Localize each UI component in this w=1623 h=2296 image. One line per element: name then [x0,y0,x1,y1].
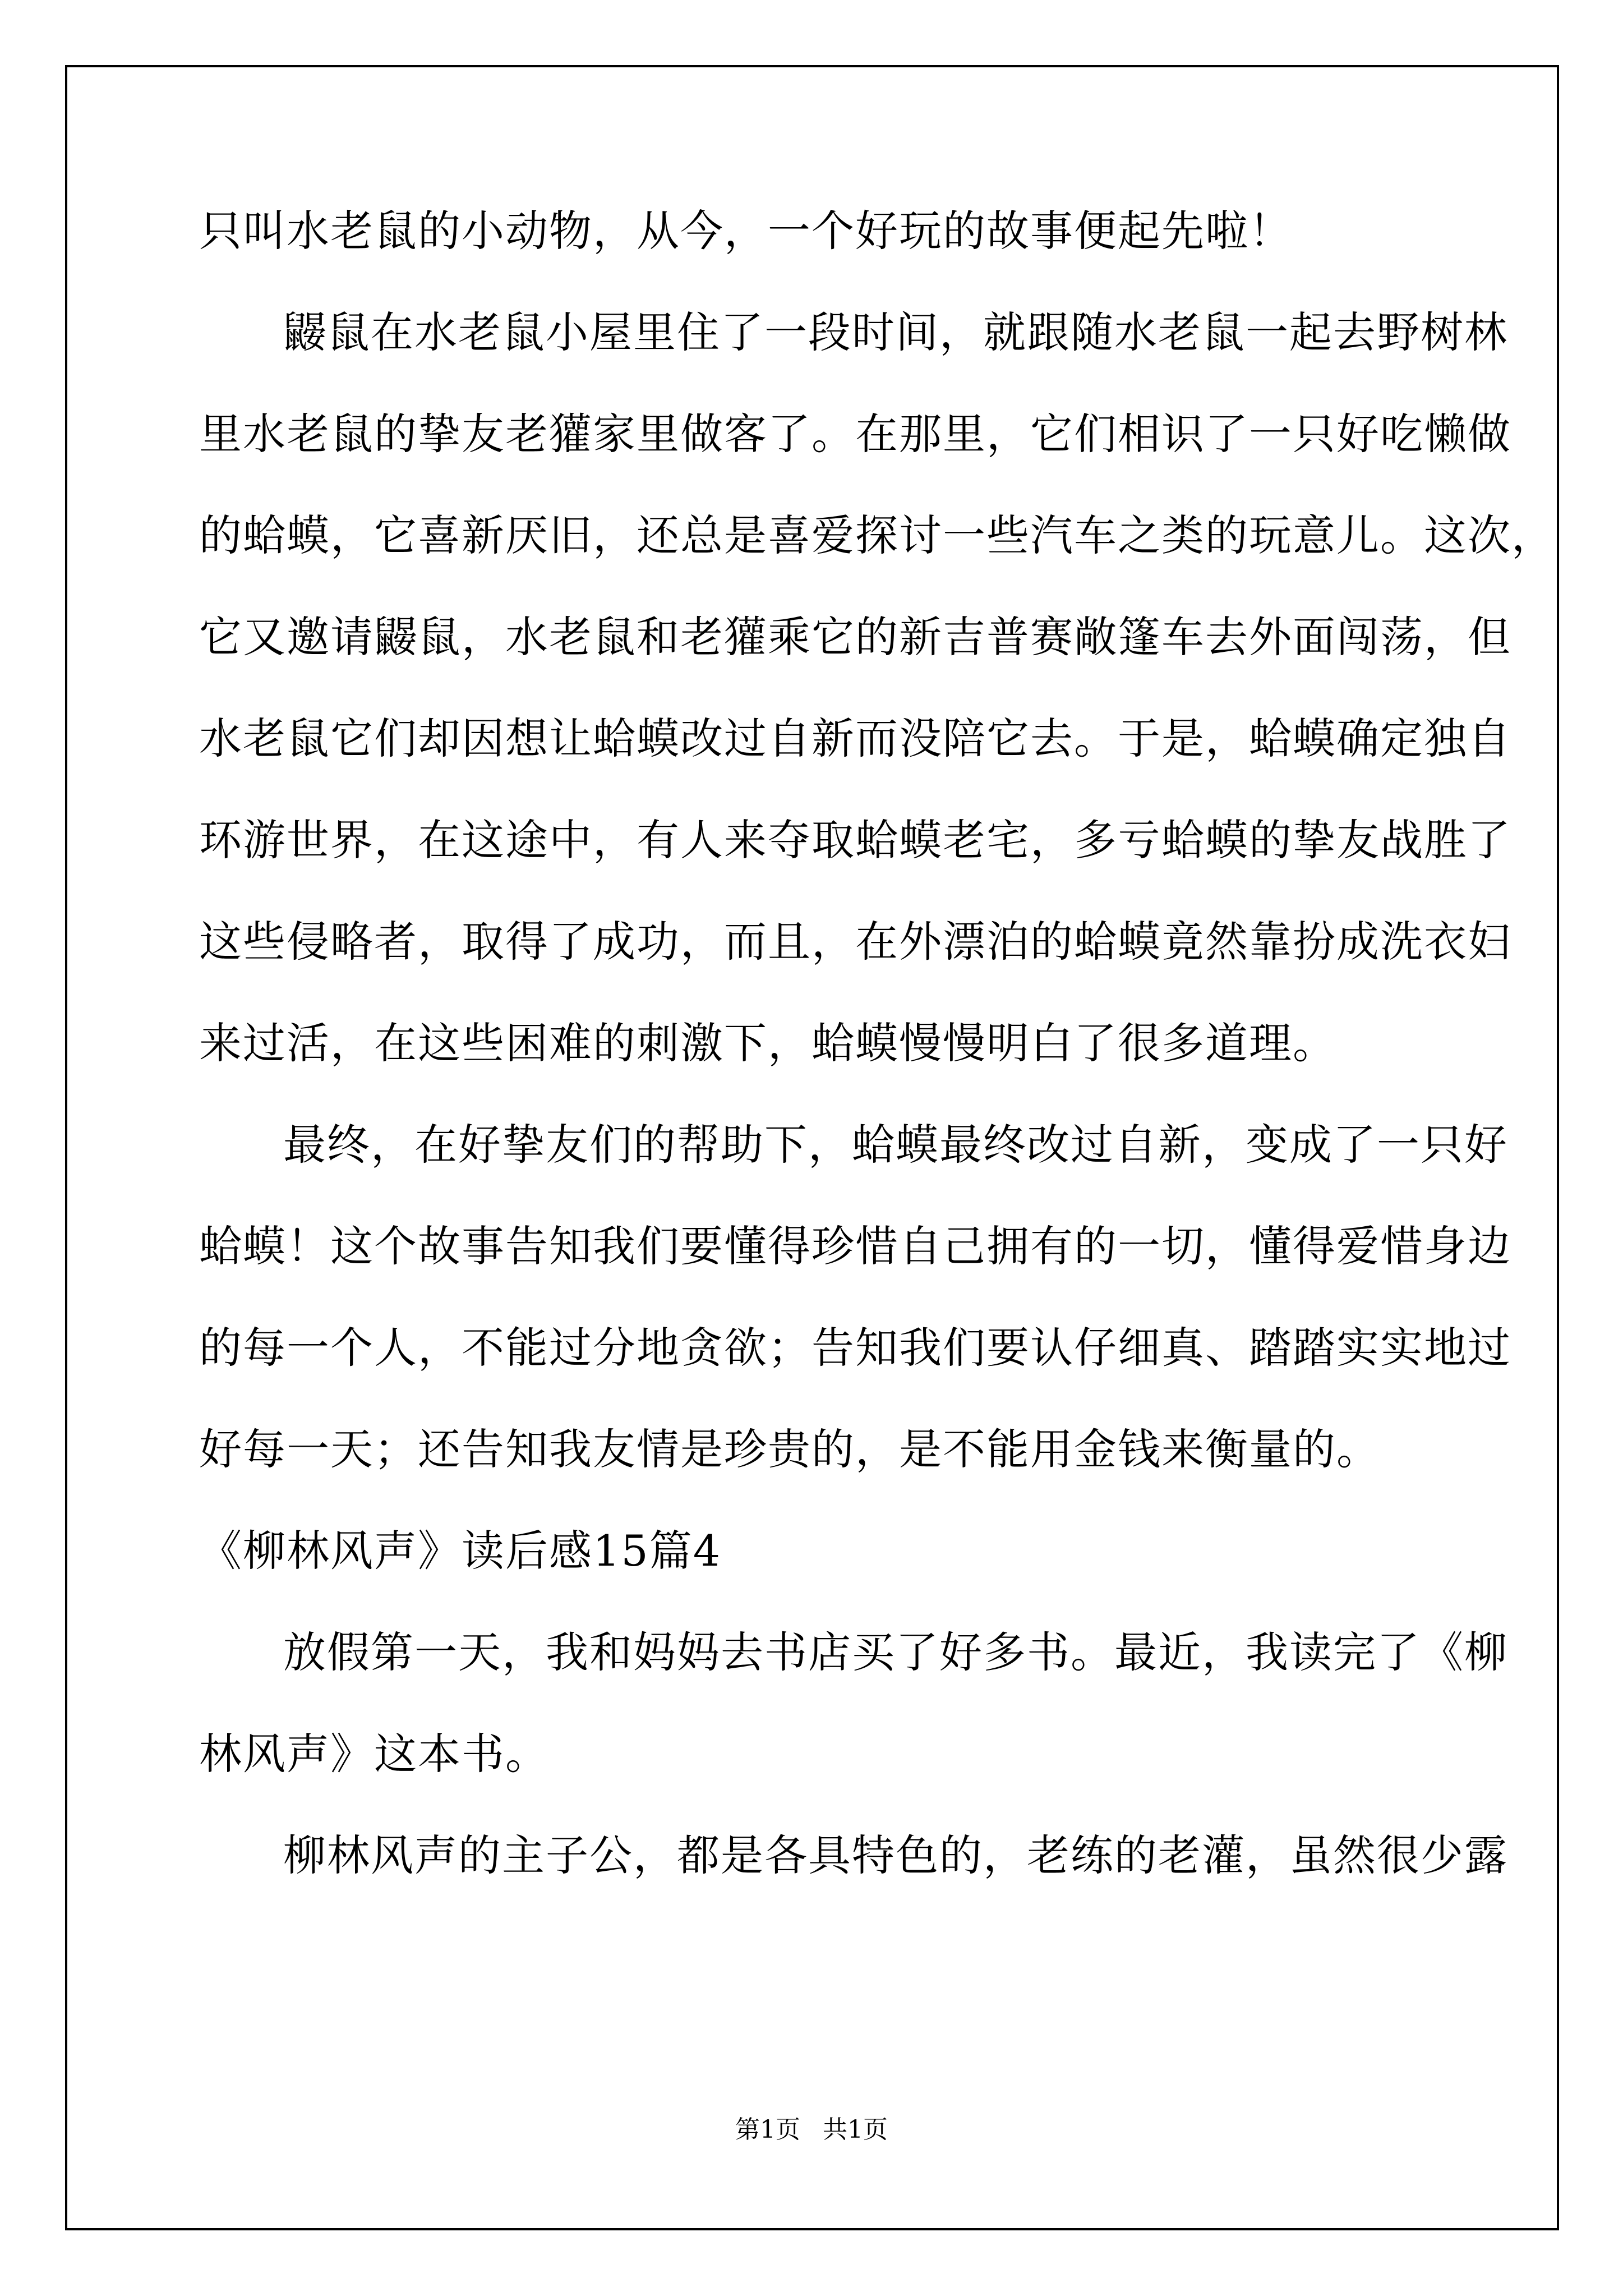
text-line: 鼹鼠在水老鼠小屋里住了一段时间，就跟随水老鼠一起去野树林 [283,307,1508,357]
text-line: 蛤蟆！这个故事告知我们要懂得珍惜自己拥有的一切，懂得爱惜身边 [199,1221,1511,1271]
section-heading: 《柳林风声》读后感15篇4 [199,1526,722,1576]
text-line: 柳林风声的主子公，都是各具特色的，老练的老灌，虽然很少露 [283,1830,1508,1880]
text-line: 最终，在好挚友们的帮助下，蛤蟆最终改过自新，变成了一只好 [283,1120,1508,1170]
page-footer [0,2115,1623,2144]
page-total: 共1页 [823,2115,888,2144]
text-line: 的蛤蟆，它喜新厌旧，还总是喜爱探讨一些汽车之类的玩意儿。这次， [199,510,1555,560]
text-line: 它又邀请鼹鼠，水老鼠和老獾乘它的新吉普赛敞篷车去外面闯荡，但 [199,612,1511,662]
text-line: 里水老鼠的挚友老獾家里做客了。在那里，它们相识了一只好吃懒做 [199,409,1511,459]
text-line: 环游世界，在这途中，有人来夺取蛤蟆老宅，多亏蛤蟆的挚友战胜了 [199,815,1511,865]
text-line: 只叫水老鼠的小动物，从今，一个好玩的故事便起先啦！ [199,206,1293,256]
text-line: 这些侵略者，取得了成功，而且，在外漂泊的蛤蟆竟然靠扮成洗衣妇 [199,917,1511,967]
text-line: 放假第一天，我和妈妈去书店买了好多书。最近，我读完了《柳 [283,1627,1508,1677]
document-body [199,206,1555,1936]
page-number: 第1页 [735,2115,800,2144]
text-line: 好每一天；还告知我友情是珍贵的，是不能用金钱来衡量的。 [199,1424,1380,1474]
text-line: 林风声》这本书。 [199,1729,549,1779]
text-line: 水老鼠它们却因想让蛤蟆改过自新而没陪它去。于是，蛤蟆确定独自 [199,714,1511,763]
text-line: 来过活，在这些困难的刺激下，蛤蟆慢慢明白了很多道理。 [199,1018,1336,1068]
text-line: 的每一个人，不能过分地贪欲；告知我们要认仔细真、踏踏实实地过 [199,1323,1511,1373]
